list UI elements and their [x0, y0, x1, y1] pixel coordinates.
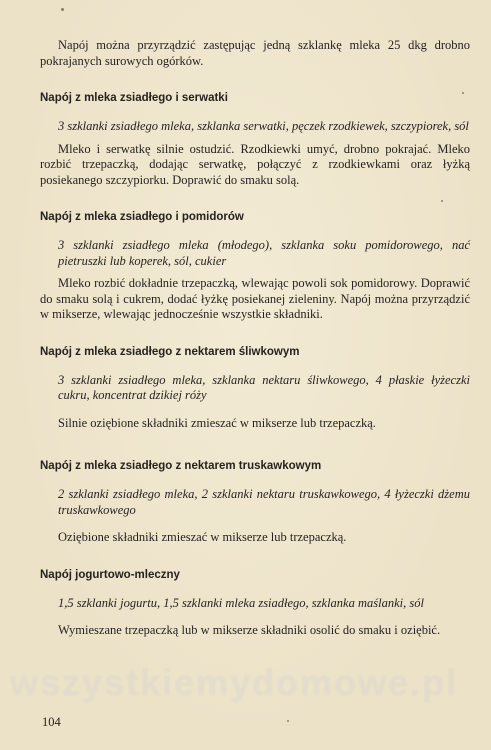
recipe — [40, 91, 470, 188]
paper-speck — [61, 8, 64, 11]
recipe-ingredients: 2 szklanki zsiadłego mleka, 2 szklanki nektaru truskawkowego, 4 łyżeczki dżemu truskawkowego — [58, 487, 470, 517]
recipe-title: Napój z mleka zsiadłego i pomidorów — [40, 211, 244, 223]
paper-speck — [287, 720, 289, 722]
recipe — [40, 345, 470, 432]
recipe-method: Silnie oziębione składniki zmieszać w mikserze lub trzepaczką. — [58, 415, 376, 430]
recipe-ingredients: 3 szklanki zsiadłego mleka, szklanka nektaru śliwkowego, 4 płaskie łyżeczki cukru, koncentrat dzikiej róży — [58, 372, 470, 402]
recipe-method: Mleko i serwatkę silnie ostudzić. Rzodkiewki umyć, drobno pokrajać. Mleko rozbić trzepaczką, dodając serwatkę, połączyć z rzodkiewkami oraz łyżką posiekanego szczypiorku. Doprawić do smaku solą. — [40, 141, 470, 187]
watermark: wszystkiemydomowe.pl — [10, 662, 459, 703]
recipe-title: Napój z mleka zsiadłego z nektarem śliwkowym — [40, 345, 300, 358]
recipe-method: Wymieszane trzepaczką lub w mikserze składniki osolić do smaku i oziębić. — [58, 623, 441, 637]
recipe-ingredients: 3 szklanki zsiadłego mleka, szklanka serwatki, pęczek rzodkiewek, szczypiorek, sól — [58, 119, 469, 133]
page-number: 104 — [42, 715, 61, 729]
recipe-title: Napój z mleka zsiadłego i serwatki — [40, 92, 228, 104]
recipe — [40, 459, 470, 546]
page-content — [40, 38, 470, 639]
paper-speck — [441, 200, 443, 202]
recipe-method: Mleko rozbić dokładnie trzepaczką, wlewając powoli sok pomidorowy. Doprawić do smaku solą i cukrem, dodać łyżkę posiekanej zieleniny. Napój można przyrządzić w mikserze, wlewając jednocześnie wszystkie składniki. — [40, 276, 470, 321]
paper-speck — [462, 92, 464, 94]
recipe-ingredients: 1,5 szklanki jogurtu, 1,5 szklanki mleka zsiadłego, szklanka maślanki, sól — [58, 595, 424, 610]
recipe-method: Oziębione składniki zmieszać w mikserze lub trzepaczką. — [58, 530, 347, 544]
recipe — [40, 568, 470, 639]
recipe-title: Napój z mleka zsiadłego z nektarem truskawkowym — [40, 460, 322, 472]
recipe-title: Napój jogurtowo-mleczny — [40, 568, 180, 581]
intro-paragraph: Napój można przyrządzić zastępując jedną szklankę mleka 25 dkg drobno pokrajanych surowych ogórków. — [40, 38, 470, 68]
recipe — [40, 210, 470, 323]
recipe-ingredients: 3 szklanki zsiadłego mleka (młodego), szklanka soku pomidorowego, nać pietruszki lub koperek, sól, cukier — [58, 238, 470, 268]
